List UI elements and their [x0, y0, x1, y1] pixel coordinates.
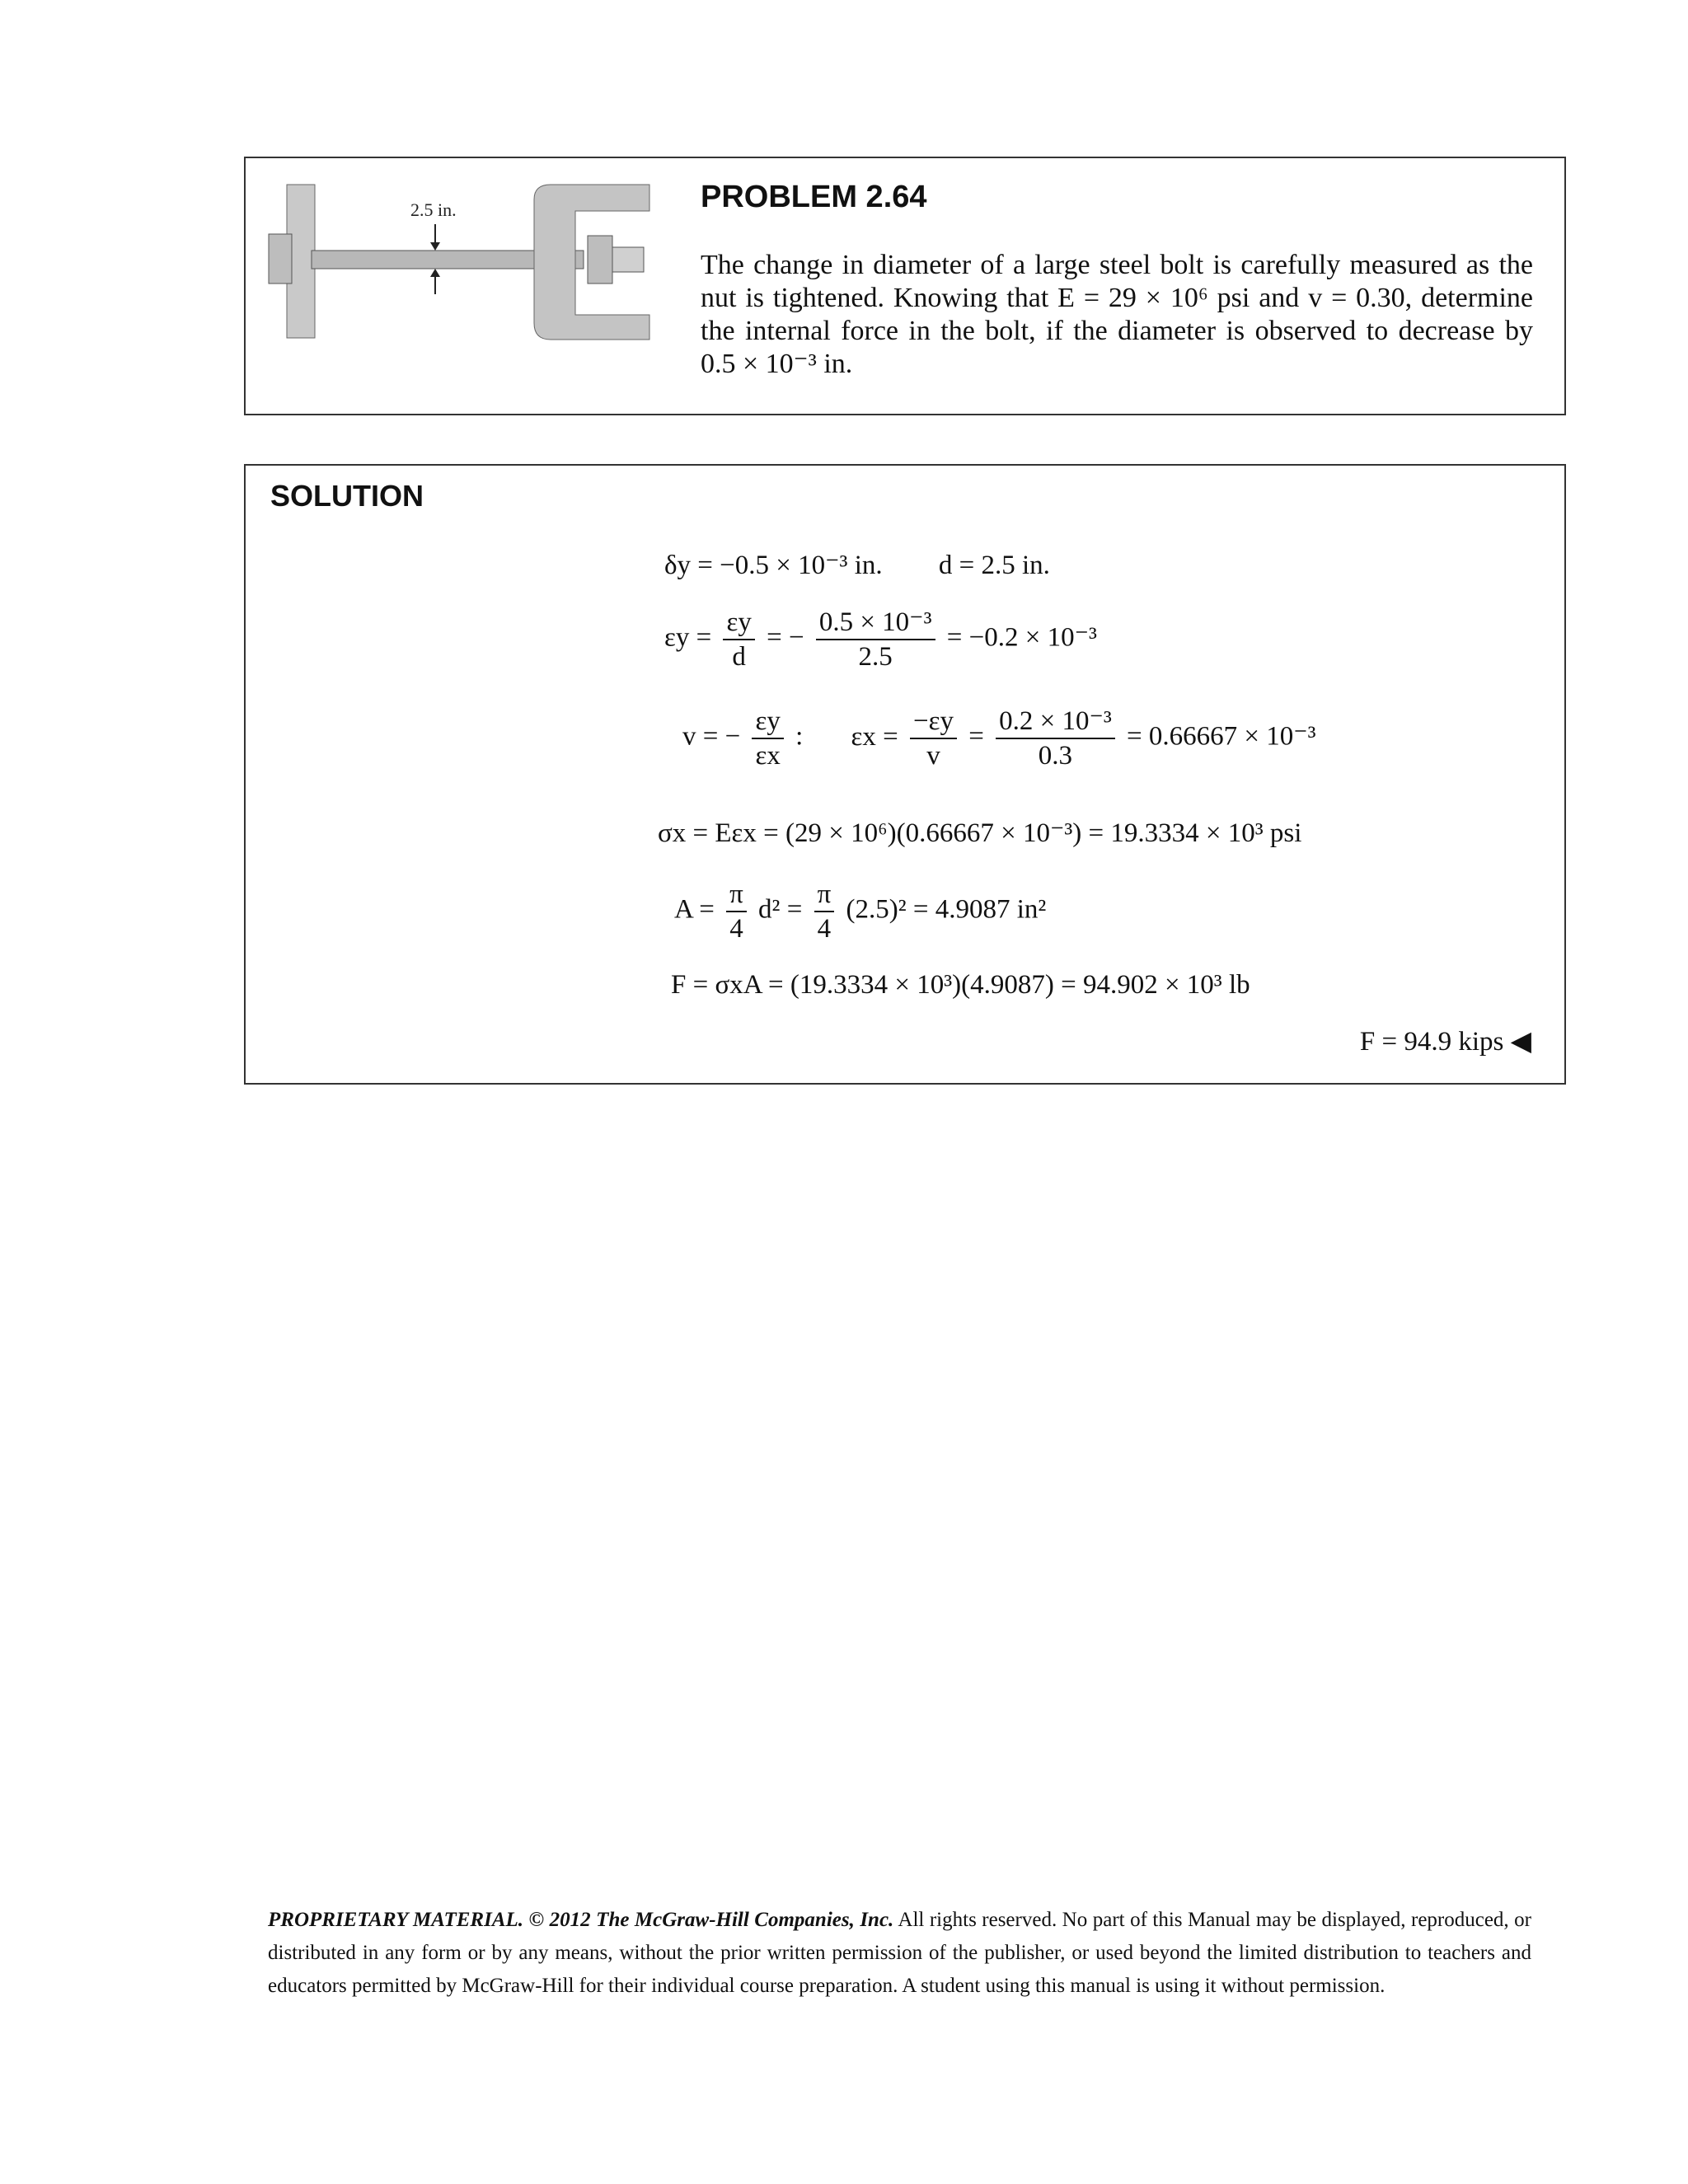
eq3-colon: :: [795, 721, 804, 752]
eq5-den1: 4: [729, 914, 743, 944]
eq2-den1: d: [732, 642, 746, 672]
eq1-rhs: d = 2.5 in.: [938, 551, 1050, 580]
eq3-lhs2: εx =: [851, 721, 898, 752]
footer: [268, 1904, 1531, 2003]
eq5-rhs: (2.5)² = 4.9087 in²: [846, 894, 1047, 925]
eq2-num2: 0.5 × 10⁻³: [816, 606, 935, 640]
eq5-num2: π: [814, 878, 835, 912]
eq3-eq: =: [968, 721, 984, 752]
eq3-num3: 0.2 × 10⁻³: [996, 705, 1115, 739]
equation-1: [664, 548, 1050, 581]
eq2-num1: εy: [723, 606, 754, 640]
eq3-num2: −εy: [910, 705, 957, 739]
eq5-den2: 4: [817, 914, 832, 944]
eq2-rhs: = −0.2 × 10⁻³: [946, 622, 1097, 653]
eq2-den2: 2.5: [858, 642, 893, 672]
final-answer: F = 94.9 kips ◀: [1359, 1027, 1531, 1057]
equation-3: [682, 705, 1316, 772]
solution-title: SOLUTION: [270, 479, 424, 513]
footer-bold: PROPRIETARY MATERIAL. © 2012 The McGraw-Hill Companies, Inc.: [268, 1909, 894, 1931]
equation-5: [674, 878, 1046, 945]
bolt-figure: [262, 183, 666, 348]
eq3-num1: εy: [752, 705, 783, 739]
eq5-mid: d² =: [758, 894, 803, 925]
footer-text: All rights reserved. No part of this Manual may be displayed, reproduced, or distributed in any form or by any means, without the prior written permission of the publisher, or used beyond the limited distribution to teachers and educators permitted by McGraw-Hill for their individual course preparation. A student using this manual is using it without permission.: [268, 1909, 1531, 1997]
eq5-num1: π: [726, 878, 747, 912]
eq3-den3: 0.3: [1038, 741, 1073, 771]
problem-box: [244, 157, 1566, 415]
problem-text: The change in diameter of a large steel bolt is carefully measured as the nut is tightened. Knowing that E = 29 × 10⁶ psi and v = 0.30, determine the internal force in the bolt, if the diameter is observed to decrease by 0.5 × 10⁻³ in.: [701, 250, 1533, 379]
solution-box: [244, 464, 1566, 1085]
eq2-mid: = −: [767, 622, 804, 653]
figure-label: 2.5 in.: [410, 199, 457, 220]
eq3-rhs: = 0.66667 × 10⁻³: [1127, 721, 1316, 752]
eq3-den2: v: [926, 741, 940, 771]
equation-6: F = σxA = (19.3334 × 10³)(4.9087) = 94.902 × 10³ lb: [671, 970, 1250, 1000]
eq3-den1: εx: [755, 741, 781, 771]
eq2-lhs: εy =: [664, 622, 712, 653]
equation-2: [664, 606, 1097, 673]
problem-title: PROBLEM 2.64: [701, 180, 927, 214]
eq3-lhs: v = −: [682, 721, 741, 752]
equation-4: σx = Eεx = (29 × 10⁶)(0.66667 × 10⁻³) = 19.3334 × 10³ psi: [658, 818, 1302, 848]
eq1-lhs: δy = −0.5 × 10⁻³ in.: [664, 551, 883, 580]
eq5-lhs: A =: [674, 894, 715, 925]
